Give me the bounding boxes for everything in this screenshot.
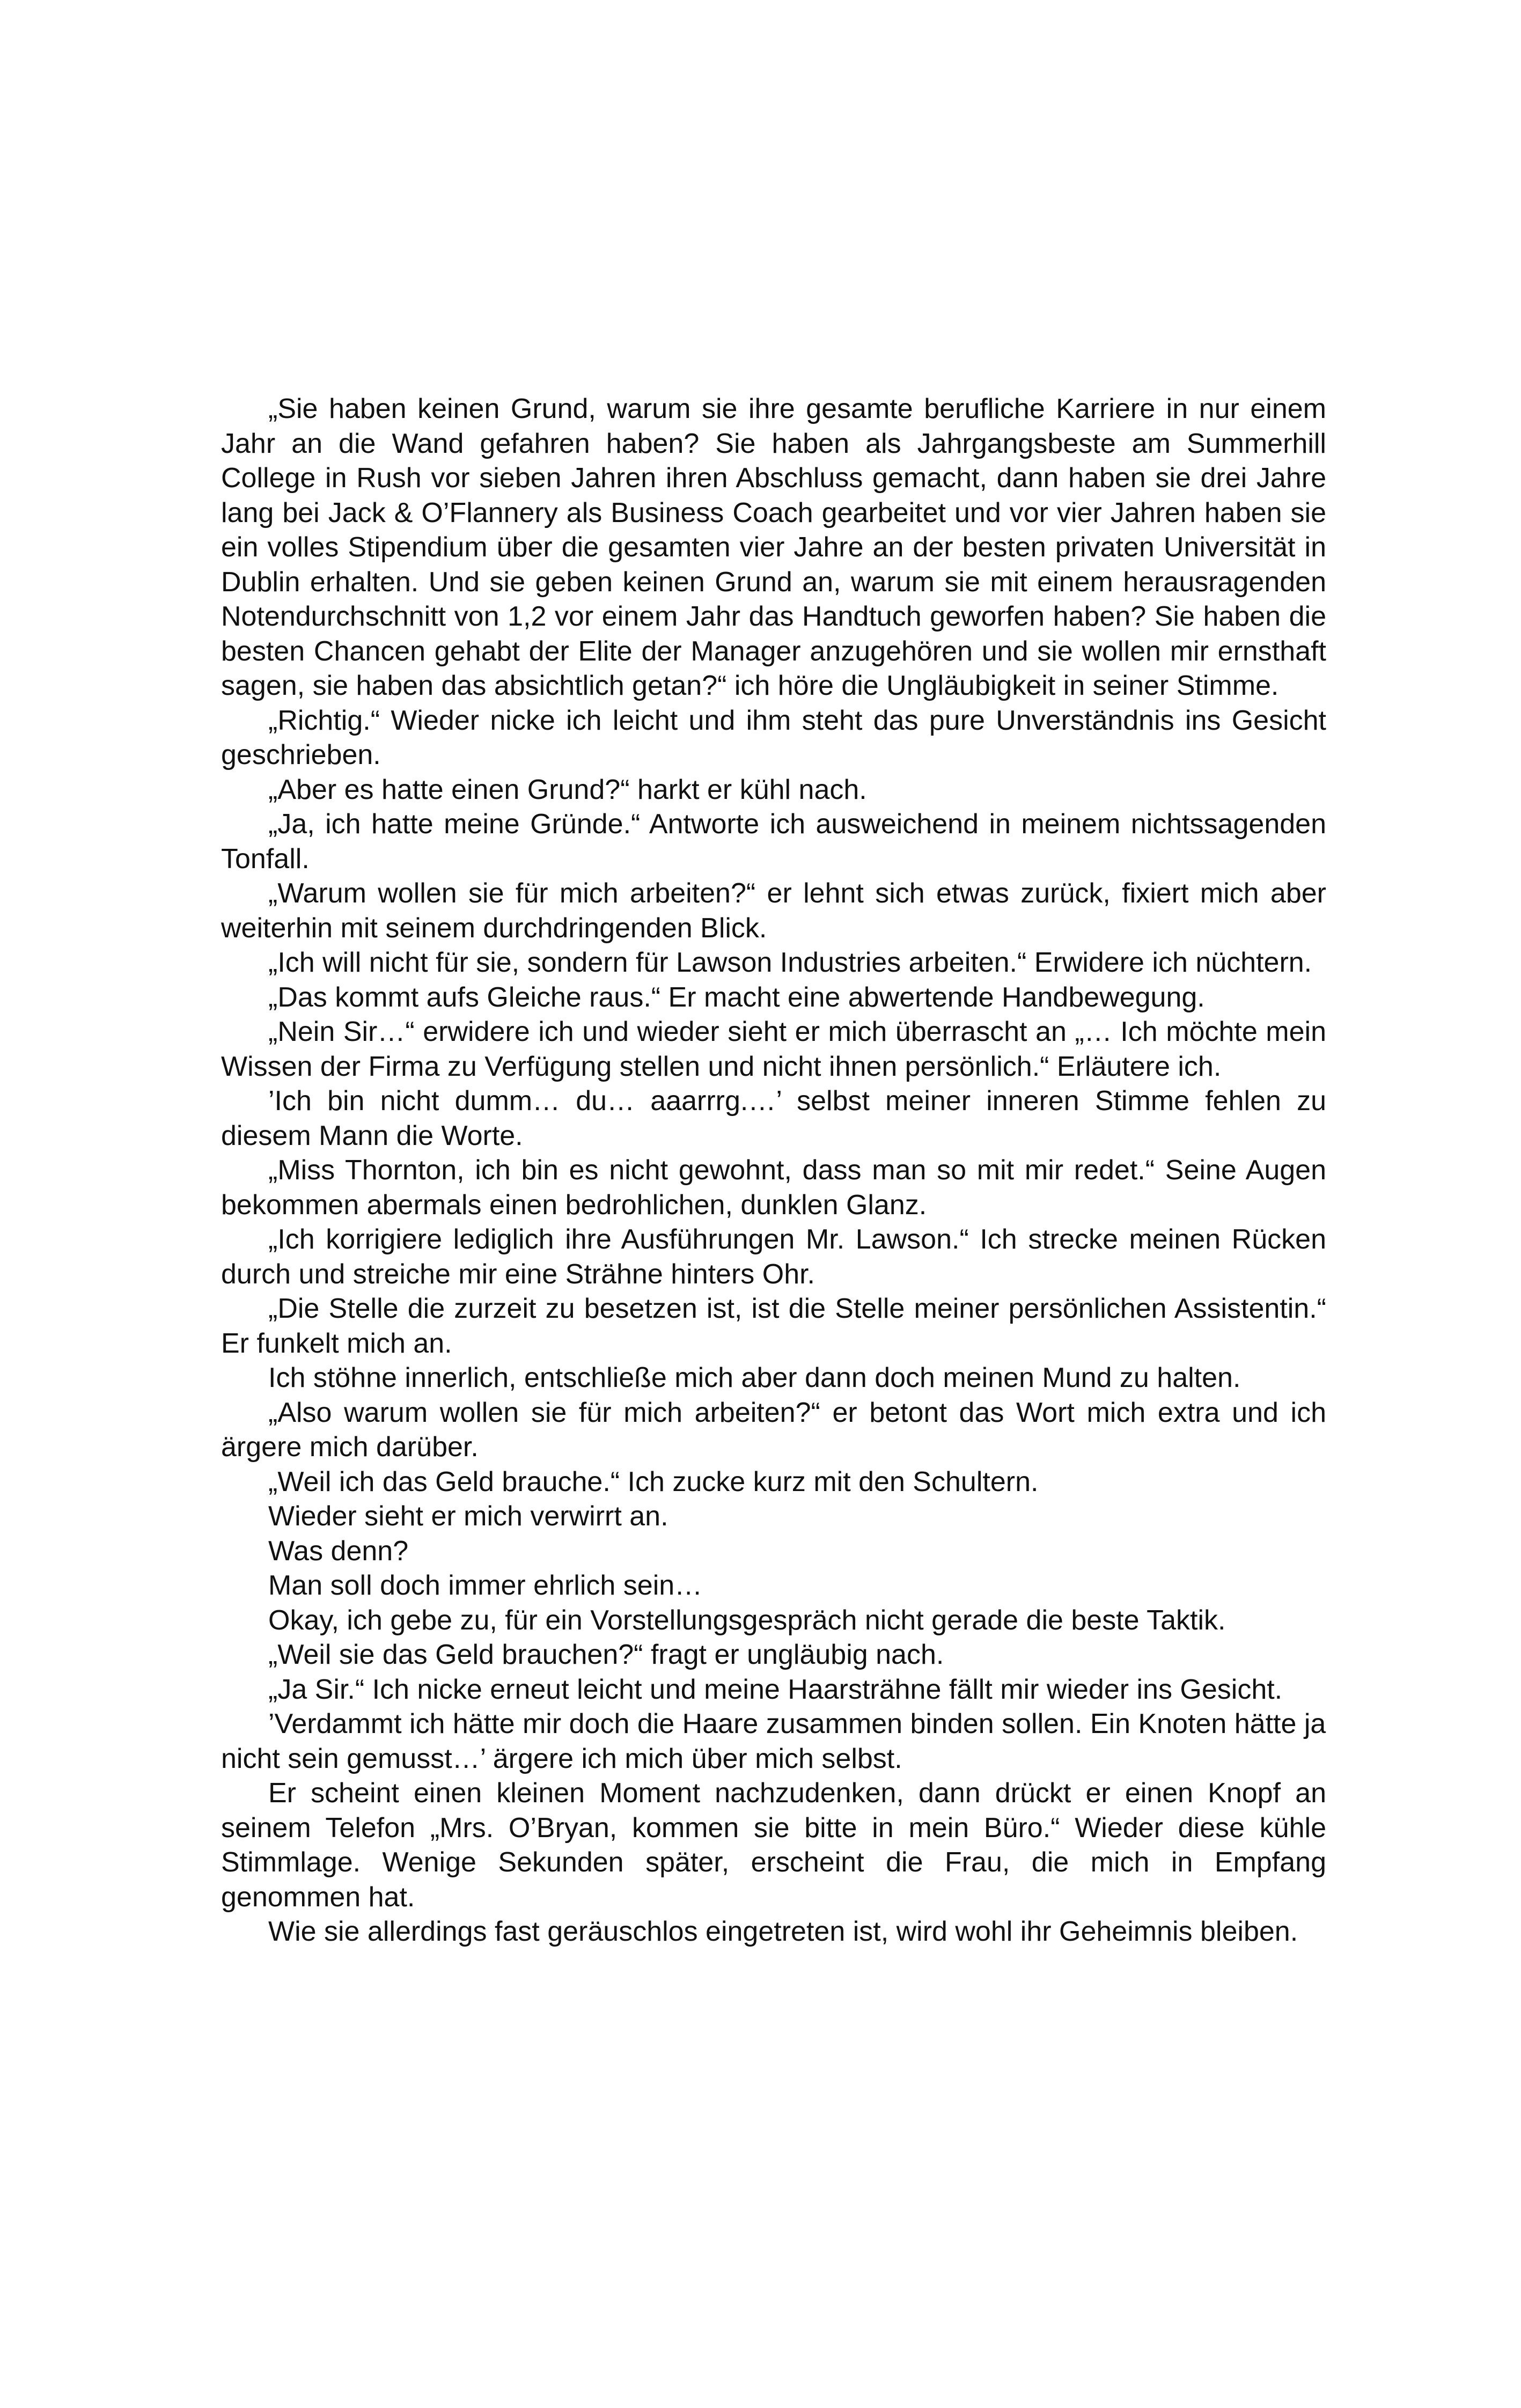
paragraph: „Ich korrigiere lediglich ihre Ausführungen Mr. Lawson.“ Ich strecke meinen Rücken durch und streiche mir eine Strähne hinters Ohr.: [221, 1224, 1326, 1290]
paragraph: ’Verdammt ich hätte mir doch die Haare zusammen binden sollen. Ein Knoten hätte ja: [268, 1708, 1326, 1739]
paragraph: „Ja Sir.“ Ich nicke erneut leicht und meine Haarsträhne fällt mir wieder ins Gesicht.: [268, 1673, 1283, 1705]
body-text: [221, 392, 1326, 1949]
paragraph: Er scheint einen kleinen Moment nachzudenken, dann drückt er einen Knopf an seinem Telefon „Mrs. O’Bryan, kommen sie bitte in mein Büro.“ Wieder diese kühle Stimmlage. Wenige Sekunden später, erscheint die Frau, die mich in Empfang genommen hat.: [221, 1778, 1326, 1913]
paragraph: Okay, ich gebe zu, für ein Vorstellungsgespräch nicht gerade die beste Taktik.: [268, 1604, 1226, 1636]
paragraph: „Ja, ich hatte meine Gründe.“ Antworte ich ausweichend in meinem nichtssagenden Tonfall.: [221, 809, 1326, 875]
paragraph: ’Ich bin nicht dumm… du… aaarrrg.…’ selbst meiner inneren Stimme fehlen zu diesem Mann die Worte.: [221, 1085, 1326, 1151]
paragraph: „Aber es hatte einen Grund?“ harkt er kühl nach.: [268, 774, 867, 805]
paragraph: „Richtig.“ Wieder nicke ich leicht und ihm steht das pure Unverständnis ins Gesicht geschrieben.: [221, 704, 1326, 770]
paragraph: „Miss Thornton, ich bin es nicht gewohnt, dass man so mit mir redet.“ Seine Augen bekommen abermals einen bedrohlichen, dunklen Glanz.: [221, 1155, 1326, 1221]
paragraph: „Die Stelle die zurzeit zu besetzen ist, ist die Stelle meiner persönlichen Assistentin.“ Er funkelt mich an.: [221, 1293, 1326, 1359]
paragraph-continuation: nicht sein gemusst…’ ärgere ich mich über mich selbst.: [221, 1743, 902, 1774]
paragraph: Man soll doch immer ehrlich sein…: [268, 1570, 703, 1601]
paragraph: „Warum wollen sie für mich arbeiten?“ er lehnt sich etwas zurück, fixiert mich aber weiterhin mit seinem durchdringenden Blick.: [221, 878, 1326, 944]
paragraph: Was denn?: [268, 1535, 409, 1567]
paragraph: „Weil ich das Geld brauche.“ Ich zucke kurz mit den Schultern.: [268, 1466, 1039, 1497]
paragraph: „Nein Sir…“ erwidere ich und wieder sieht er mich überrascht an „… Ich möchte mein Wissen der Firma zu Verfügung stellen und nicht ihnen persönlich.“ Erläutere ich.: [221, 1016, 1326, 1082]
paragraph: „Das kommt aufs Gleiche raus.“ Er macht eine abwertende Handbewegung.: [268, 981, 1205, 1013]
paragraph: Wieder sieht er mich verwirrt an.: [268, 1501, 668, 1532]
paragraph: Wie sie allerdings fast geräuschlos eingetreten ist, wird wohl ihr Geheimnis bleiben.: [268, 1916, 1298, 1947]
paragraph: „Weil sie das Geld brauchen?“ fragt er ungläubig nach.: [268, 1639, 944, 1670]
paragraph: „Ich will nicht für sie, sondern für Lawson Industries arbeiten.“ Erwidere ich nüchtern.: [268, 947, 1312, 978]
paragraph: Ich stöhne innerlich, entschließe mich aber dann doch meinen Mund zu halten.: [268, 1362, 1241, 1393]
paragraph: „Also warum wollen sie für mich arbeiten?“ er betont das Wort mich extra und ich ärgere mich darüber.: [221, 1397, 1326, 1463]
paragraph: „Sie haben keinen Grund, warum sie ihre gesamte berufliche Karriere in nur einem Jahr an die Wand gefahren haben? Sie haben als Jahrgangsbeste am Summerhill College in Rush vor sieben Jahren ihren Abschluss gemacht, dann haben sie drei Jahre lang bei Jack & O’Flannery als Business Coach gearbeitet und vor vier Jahren haben sie ein volles Stipendium über die gesamten vier Jahre an der besten privaten Universität in Dublin erhalten. Und sie geben keinen Grund an, warum sie mit einem herausragenden Notendurchschnitt von 1,2 vor einem Jahr das Handtuch geworfen haben? Sie haben die besten Chancen gehabt der Elite der Manager anzugehören und sie wollen mir ernsthaft sagen, sie haben das absichtlich getan?“ ich höre die Ungläubigkeit in seiner Stimme.: [221, 393, 1326, 701]
